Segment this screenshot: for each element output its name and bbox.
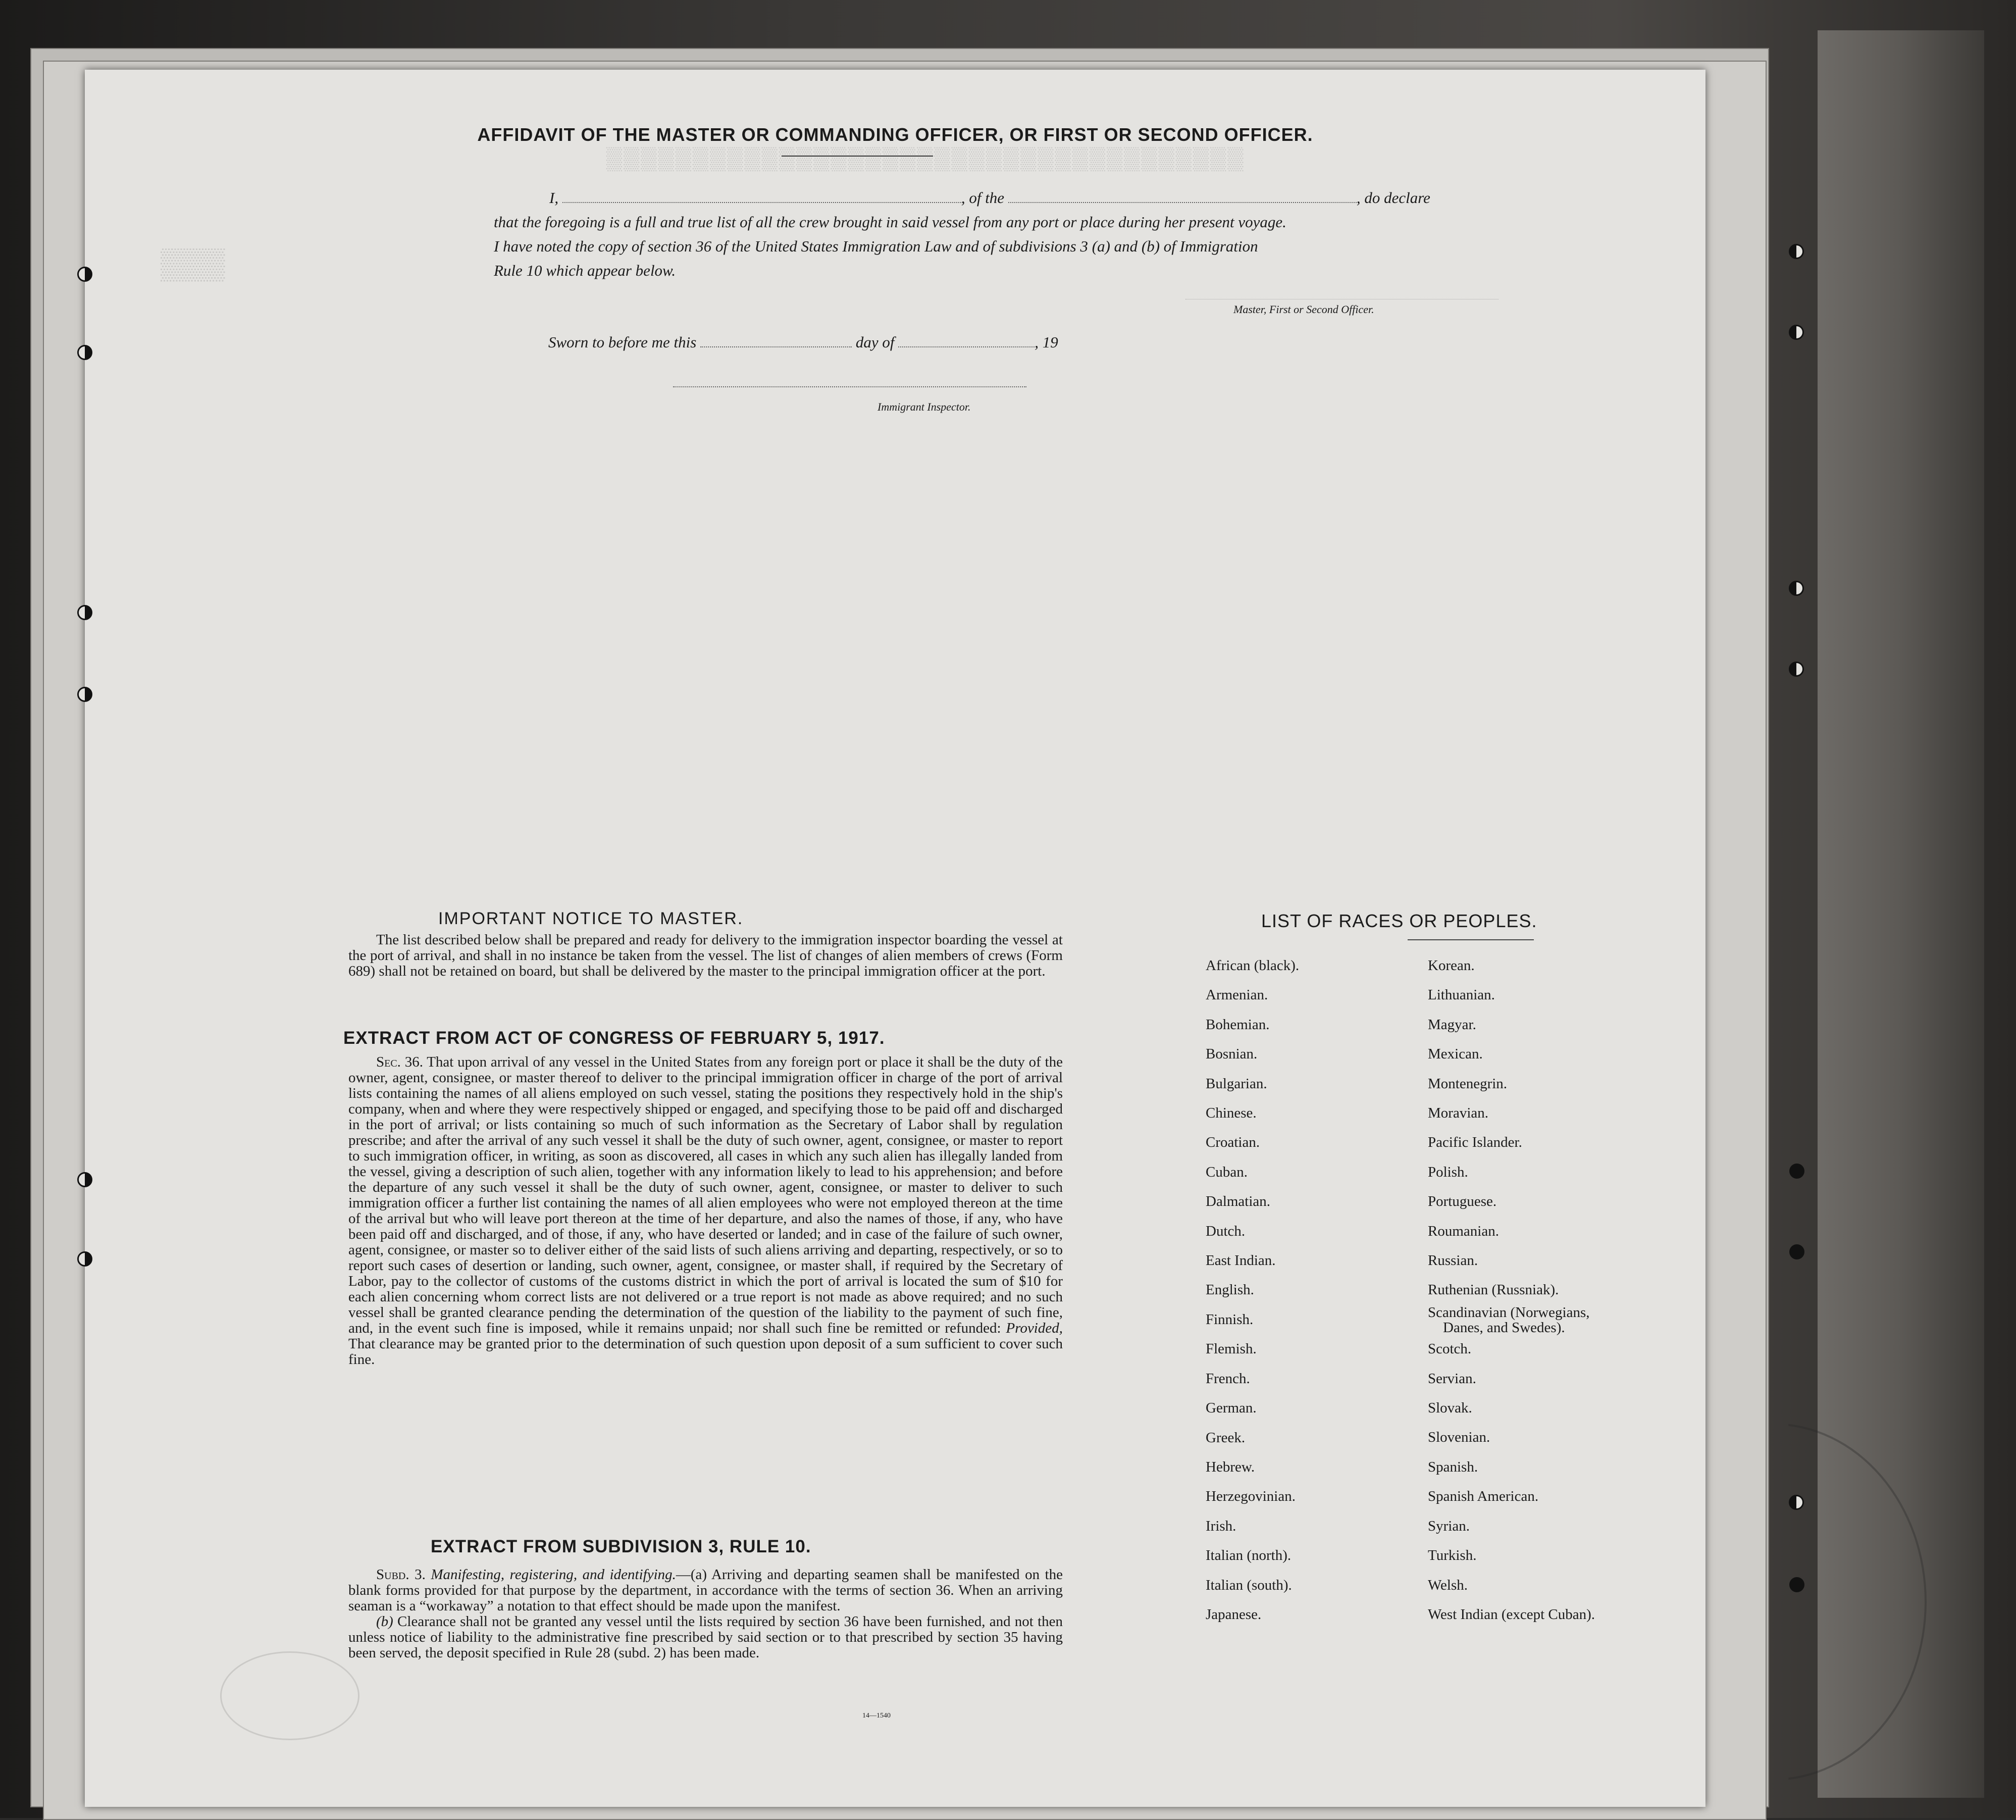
race-item: Finnish. [1206,1311,1254,1328]
section-36-text [348,1054,1063,1368]
race-item: Montenegrin. [1428,1075,1508,1092]
declaration [494,186,1564,283]
race-item: Syrian. [1428,1518,1470,1534]
inspector-caption: Immigrant Inspector. [877,400,971,413]
punch-hole [1789,1164,1804,1179]
race-item: Polish. [1428,1164,1468,1180]
signature-caption: Master, First or Second Officer. [1233,303,1374,316]
race-item: Hebrew. [1206,1458,1255,1475]
notice-title: IMPORTANT NOTICE TO MASTER. [438,909,744,928]
stamp-mark [220,1651,359,1740]
punch-hole [77,345,92,360]
sworn-line [548,333,1058,351]
race-item: English. [1206,1282,1254,1298]
rule-extract-title: EXTRACT FROM SUBDIVISION 3, RULE 10. [431,1537,811,1556]
provided-word: Provided, [1006,1320,1063,1336]
name-field[interactable] [562,202,961,203]
punch-hole [77,605,92,620]
declaration-of-the: , of the [961,189,1005,207]
vessel-field[interactable] [1008,202,1357,203]
race-item: Slovenian. [1428,1429,1490,1446]
punch-hole [77,1172,92,1187]
race-item: Croatian. [1206,1134,1260,1151]
race-item: Pacific Islander. [1428,1134,1522,1151]
race-item: Bulgarian. [1206,1075,1267,1092]
race-item: Slovak. [1428,1400,1472,1417]
declaration-i: I, [549,189,559,207]
subdivision-3-text [348,1567,1063,1661]
subd-part-b: Clearance shall not be granted any vessel until the lists required by section 36 have been furnished, and not then unless notice of liability to the administrative fine prescribed by said section or to that prescribed by section 35 having been served, the deposit specified in Rule 28 (subd. 2) has been made. [348,1613,1063,1661]
race-item: Bosnian. [1206,1046,1258,1063]
race-item: Spanish. [1428,1458,1478,1475]
sworn-prefix: Sworn to before me this [548,333,697,351]
punch-hole [1789,325,1804,340]
sworn-year: , 19 [1035,333,1058,351]
race-item: Russian. [1428,1252,1478,1269]
punch-hole [1789,662,1804,677]
race-item: Servian. [1428,1370,1476,1387]
race-item: Herzegovinian. [1206,1488,1296,1505]
race-item: Greek. [1206,1429,1246,1446]
sworn-day-field[interactable] [700,333,852,347]
subd-part-a: —(a) Arriving and departing seamen shall be manifested on the blank forms provided for that purpose by the department, in accordance with the terms of section 36. When an arriving seaman is a “workaway” a notation to that effect should be made upon the manifest. [348,1566,1063,1614]
subdivision-part-a [348,1567,1063,1614]
races-column-right [1428,951,1595,1629]
race-item: Italian (north). [1206,1547,1291,1564]
subd-heading: Manifesting, registering, and identifying. [431,1566,676,1583]
race-item: Italian (south). [1206,1577,1292,1593]
punch-hole [1789,581,1804,596]
punch-hole [77,1251,92,1267]
section-36-body-end: That clearance may be granted prior to the determination of such question upon deposit of a sum sufficient to cover such fine. [348,1336,1063,1368]
punch-hole [77,687,92,702]
race-item: Dalmatian. [1206,1193,1271,1210]
races-title: LIST OF RACES OR PEOPLES. [1261,911,1537,931]
punch-hole [1789,1495,1804,1510]
race-item: Ruthenian (Russniak). [1428,1282,1559,1298]
race-item: Irish. [1206,1518,1236,1534]
notice-body: The list described below shall be prepared and ready for delivery to the immigration inspector boarding the vessel at the port of arrival, and shall in no instance be taken from the vessel. The list of changes of alien members of crews (Form 689) shall not be retained on board, but shall be delivered by the master to the principal immigration officer at the port. [348,932,1063,979]
punch-hole [1789,1577,1804,1592]
declaration-line-3: I have noted the copy of section 36 of the United States Immigration Law and of subdivisions 3 (a) and (b) of Immigration [494,237,1258,255]
race-item: African (black). [1206,957,1300,974]
races-column-left [1206,951,1299,1629]
race-item: Bohemian. [1206,1016,1270,1033]
race-item: Armenian. [1206,987,1268,1003]
race-item: Magyar. [1428,1016,1476,1033]
declaration-end: , do declare [1356,189,1430,207]
race-item: Japanese. [1206,1606,1262,1623]
races-rule [1408,939,1534,940]
section-label: Sec. 36. [376,1054,423,1070]
act-extract-title: EXTRACT FROM ACT OF CONGRESS OF FEBRUARY 5, 1917. [343,1028,885,1048]
sworn-month-field[interactable] [898,333,1035,347]
subd-label: Subd. 3. [376,1566,426,1583]
race-item: Welsh. [1428,1577,1468,1593]
race-item: Chinese. [1206,1105,1257,1122]
manifest-page [85,70,1705,1807]
punch-hole [77,267,92,282]
race-item-scandinavian [1428,1305,1595,1334]
race-item: Flemish. [1206,1341,1257,1357]
race-item: Mexican. [1428,1046,1483,1063]
subd-part-b-label: (b) [376,1613,393,1630]
race-item: German. [1206,1400,1257,1417]
race-item-line: Scandinavian (Norwegians, [1428,1304,1590,1321]
race-item: Turkish. [1428,1547,1477,1564]
inspector-signature-line[interactable] [673,386,1026,387]
affidavit-title: AFFIDAVIT OF THE MASTER OR COMMANDING OFFICER, OR FIRST OR SECOND OFFICER. [477,124,1313,145]
bleed-through-text: ▒▒▒ [161,247,225,280]
section-36-body: That upon arrival of any vessel in the United States from any foreign port or place it shall be the duty of the owner, agent, consignee, or master thereof to deliver to the principal immigration officer in charge of the port of arrival lists containing the names of all aliens employed on such vessel, stating the positions they respectively hold in the ship's company, when and where they were respectively shipped or engaged, and specifying those to be paid off and discharged in the port of arrival; or lists containing so much of such information as the Secretary of Labor shall by regulation prescribe; and after the arrival of any such vessel it shall be the duty of such owner, agent, consignee, or master to report to such immigration officer, in writing, as soon as discovered, all cases in which any such alien has illegally landed from the vessel, giving a description of such alien, together with any information likely to lead to his apprehension; and before the departure of any such vessel it shall be the duty of such owner, agent, consignee, or master to deliver to such immigration officer a further list containing the names of all alien employees who were not employed thereon at the time of the arrival but who will leave port thereon at the time of her departure, and also the names of those, if any, who have been paid off and discharged, and of those, if any, who have deserted or landed; and in case of the failure of such owner, agent, consignee, or master so to deliver either of the said lists of such aliens arriving and departing, respectively, or so to report such cases of desertion or landing, such owner, agent, consignee, or master shall, if required by the Secretary of Labor, pay to the collector of customs of the customs district in which the port of arrival is located the sum of $10 for each alien concerning whom correct lists are not delivered or a true report is not made as above required; and no such vessel shall be granted clearance pending the determination of the question of the liability to the payment of such fine, and, in the event such fine is imposed, while it remains unpaid; nor shall such fine be remitted or refunded: [348,1054,1063,1336]
race-item: East Indian. [1206,1252,1276,1269]
declaration-line-4: Rule 10 which appear below. [494,262,676,279]
race-item: West Indian (except Cuban). [1428,1606,1595,1623]
race-item-continuation: Danes, and Swedes). [1443,1319,1565,1336]
sworn-day-of: day of [855,333,895,351]
punch-hole [1789,1244,1804,1259]
race-item: French. [1206,1370,1250,1387]
form-number: 14—1540 [862,1712,891,1720]
punch-hole [1789,244,1804,259]
race-item: Spanish American. [1428,1488,1539,1505]
race-item: Korean. [1428,957,1475,974]
race-item: Scotch. [1428,1341,1472,1357]
race-item: Cuban. [1206,1164,1248,1180]
race-item: Portuguese. [1428,1193,1497,1210]
title-rule [782,156,933,157]
race-item: Lithuanian. [1428,987,1495,1003]
subdivision-part-b [348,1614,1063,1661]
race-item: Moravian. [1428,1105,1488,1122]
declaration-line-1 [494,186,1564,210]
bleed-through-text: ▒▒▒▒▒▒▒▒▒▒▒▒▒▒▒▒▒▒▒▒▒▒▒▒▒▒▒▒▒▒▒▒▒▒▒▒▒ [605,146,1244,171]
race-item: Roumanian. [1428,1223,1499,1239]
declaration-line-2: that the foregoing is a full and true list of all the crew brought in said vessel from any port or place during her present voyage. [494,213,1286,231]
race-item: Dutch. [1206,1223,1246,1239]
